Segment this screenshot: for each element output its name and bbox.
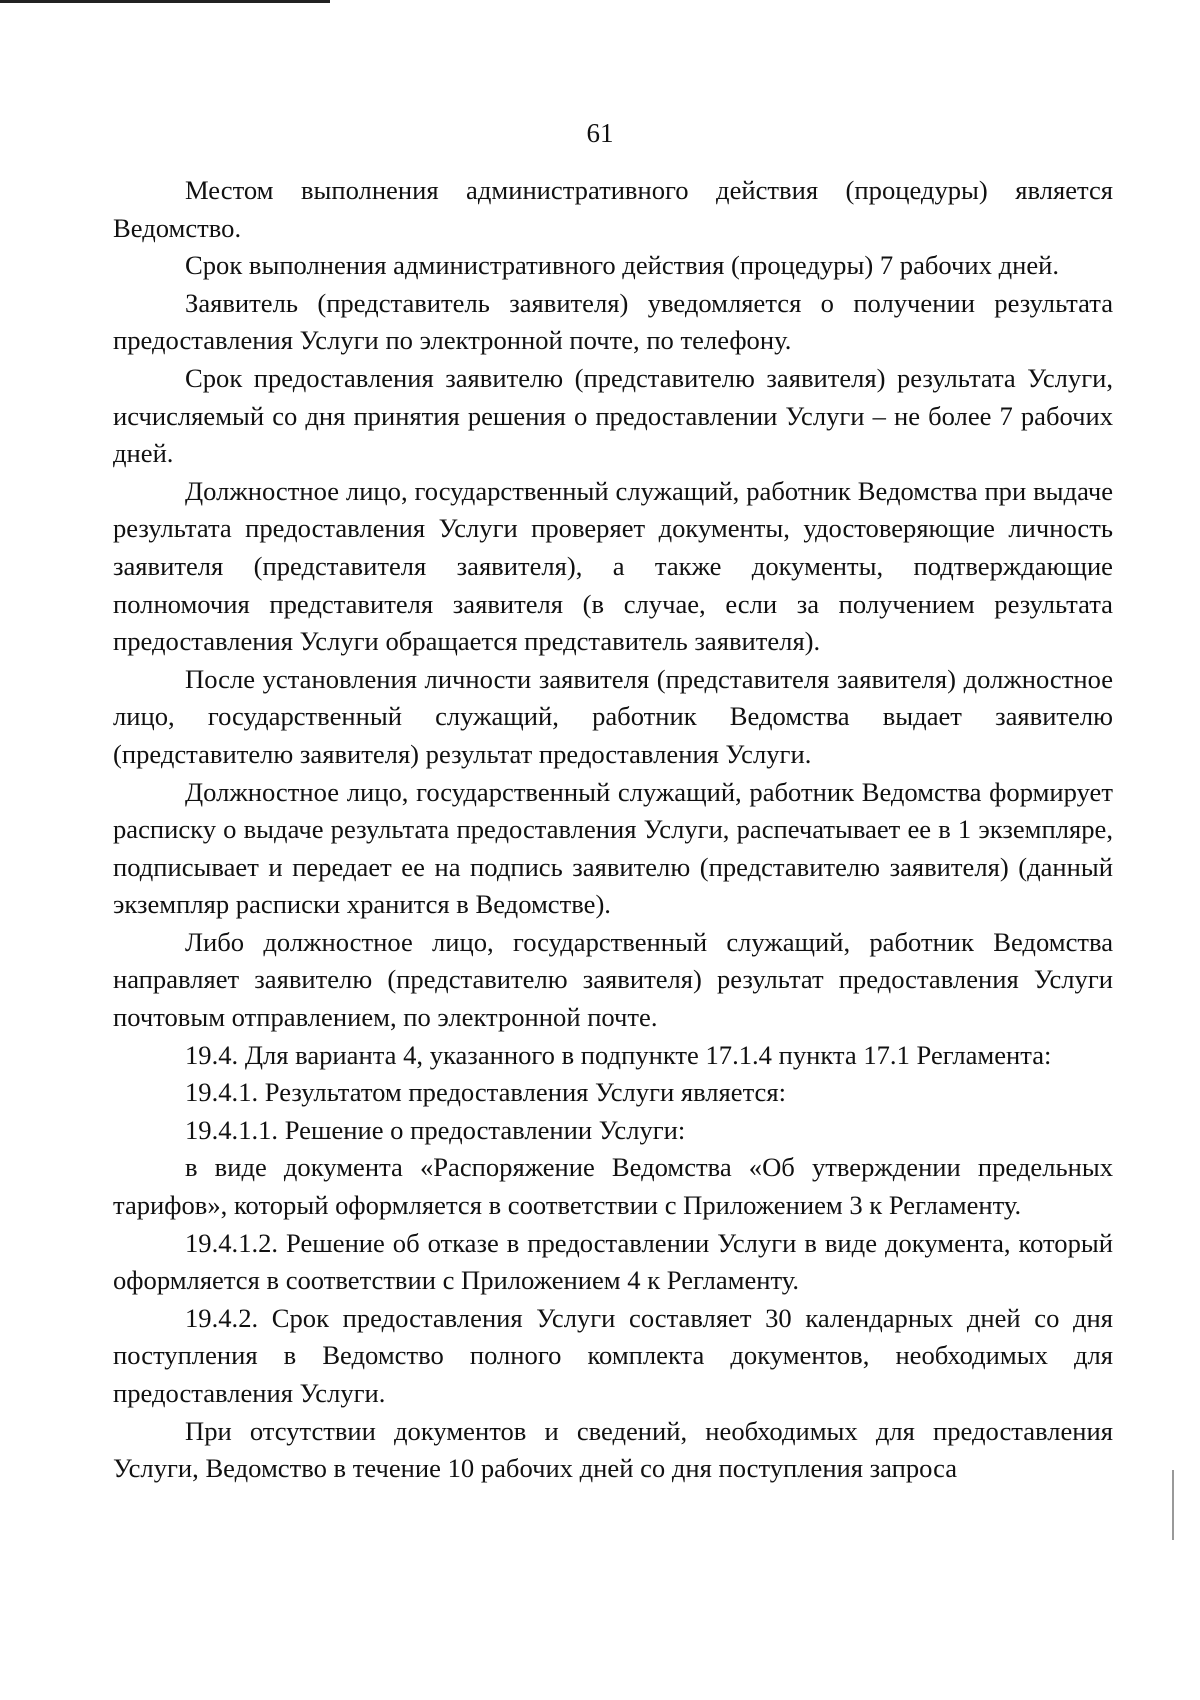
paragraph: 19.4. Для варианта 4, указанного в подпункте 17.1.4 пункта 17.1 Регламента: <box>185 1039 1052 1070</box>
paragraph: Должностное лицо, государственный служащий, работник Ведомства при выдаче результата предоставления Услуги проверяет документы, удостоверяющие личность заявителя (представителя заявителя), а также документы, подтверждающие полномочия представителя заявителя (в случае, если за получением результата предоставления Услуги обращается представитель заявителя). <box>113 475 1113 657</box>
paragraph: Либо должностное лицо, государственный служащий, работник Ведомства направляет заявителю (представителю заявителя) результат предоставления Услуги почтовым отправлением, по электронной почте. <box>113 926 1113 1033</box>
paragraph: Срок выполнения административного действия (процедуры) 7 рабочих дней. <box>185 250 1060 281</box>
paragraph: После установления личности заявителя (представителя заявителя) должностное лицо, государственный служащий, работник Ведомства выдает заявителю (представителю заявителя) результат предоставления Услуги. <box>113 663 1113 769</box>
paragraph: 19.4.1. Результатом предоставления Услуги является: <box>185 1077 786 1108</box>
document-body <box>113 172 1113 1488</box>
paragraph: Местом выполнения административного действия (процедуры) является Ведомство. <box>113 175 1113 243</box>
paragraph: 19.4.1.2. Решение об отказе в предоставлении Услуги в виде документа, который оформляется в соответствии с Приложением 4 к Регламенту. <box>113 1227 1113 1296</box>
paragraph: Заявитель (представитель заявителя) уведомляется о получении результата предоставления Услуги по электронной почте, по телефону. <box>113 287 1113 356</box>
paragraph: в виде документа «Распоряжение Ведомства «Об утверждении предельных тарифов», который оформляется в соответствии с Приложением 3 к Регламенту. <box>113 1152 1113 1221</box>
paragraph: 19.4.1.1. Решение о предоставлении Услуги: <box>185 1114 686 1145</box>
paragraph: При отсутствии документов и сведений, необходимых для предоставления Услуги, Ведомство в течение 10 рабочих дней со дня поступления запроса <box>113 1415 1113 1484</box>
paragraph: Должностное лицо, государственный служащий, работник Ведомства формирует расписку о выдаче результата предоставления Услуги, распечатывает ее в 1 экземпляре, подписывает и передает ее на подпись заявителю (представителю заявителя) (данный экземпляр расписки хранится в Ведомстве). <box>113 776 1113 920</box>
page-number: 61 <box>586 118 614 148</box>
paragraph: 19.4.2. Срок предоставления Услуги составляет 30 календарных дней со дня поступления в Ведомство полного комплекта документов, необходимых для предоставления Услуги. <box>113 1302 1113 1408</box>
paragraph: Срок предоставления заявителю (представителю заявителя) результата Услуги, исчисляемый со дня принятия решения о предоставлении Услуги – не более 7 рабочих дней. <box>113 362 1113 469</box>
scan-edge-mark <box>1172 1470 1174 1540</box>
scan-edge-mark <box>0 0 330 3</box>
